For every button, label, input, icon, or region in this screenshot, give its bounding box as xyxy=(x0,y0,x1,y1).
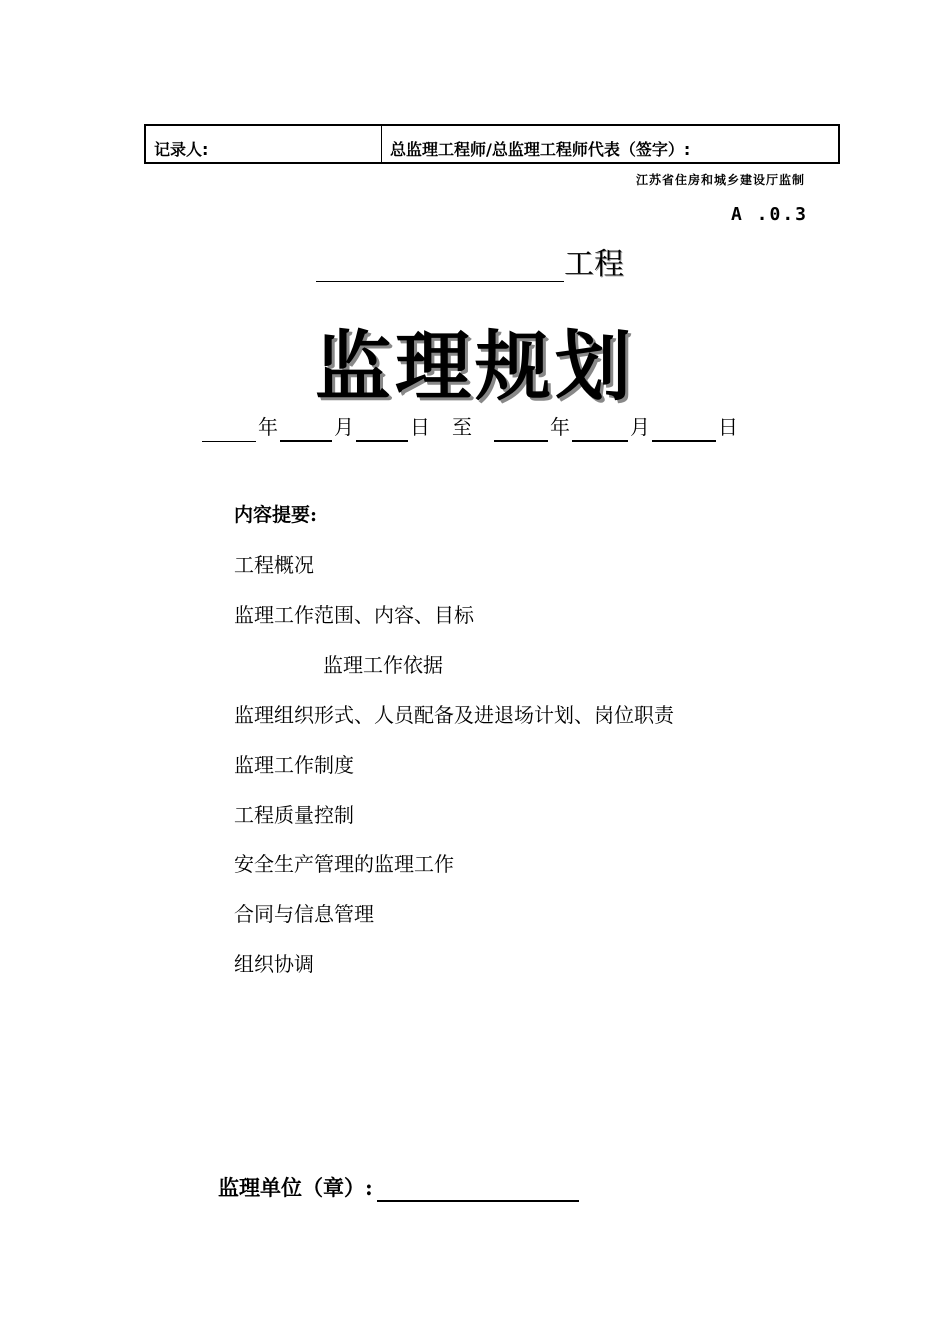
end-day-blank[interactable] xyxy=(652,416,716,442)
supervision-unit-line xyxy=(218,1172,579,1202)
end-month-blank[interactable] xyxy=(572,416,628,442)
end-year-blank[interactable] xyxy=(494,416,548,442)
project-name-line xyxy=(316,248,624,282)
signature-table xyxy=(144,124,840,164)
chief-engineer-label: 总监理工程师/总监理工程师代表（签字）: xyxy=(390,140,691,159)
date-range xyxy=(202,412,740,442)
contents-item: 安全生产管理的监理工作 xyxy=(234,852,454,876)
contents-item: 监理组织形式、人员配备及进退场计划、岗位职责 xyxy=(234,703,674,727)
supervision-unit-blank[interactable] xyxy=(377,1176,579,1202)
contents-item: 监理工作制度 xyxy=(234,753,354,777)
contents-item: 工程概况 xyxy=(234,553,314,577)
issuer-text: 江苏省住房和城乡建设厅监制 xyxy=(635,173,805,187)
to-label: 至 xyxy=(452,415,472,439)
contents-item: 合同与信息管理 xyxy=(234,902,374,926)
start-day-blank[interactable] xyxy=(356,416,408,442)
start-month-blank[interactable] xyxy=(280,416,332,442)
supervision-unit-label: 监理单位（章）: xyxy=(218,1175,373,1200)
contents-heading: 内容提要: xyxy=(234,504,318,526)
start-year-blank[interactable] xyxy=(202,417,256,442)
contents-item: 监理工作范围、内容、目标 xyxy=(234,603,474,627)
project-name-blank[interactable] xyxy=(316,249,564,282)
chief-engineer-cell xyxy=(382,126,838,162)
start-month-label: 月 xyxy=(334,415,354,439)
start-year-label: 年 xyxy=(258,415,278,439)
end-year-label: 年 xyxy=(550,415,570,439)
recorder-label: 记录人: xyxy=(154,140,209,159)
contents-item: 组织协调 xyxy=(234,952,314,976)
end-day-label: 日 xyxy=(718,415,738,439)
recorder-cell xyxy=(146,126,382,162)
end-month-label: 月 xyxy=(630,415,650,439)
contents-item: 监理工作依据 xyxy=(323,653,443,677)
project-label: 工程 xyxy=(564,247,624,282)
start-day-label: 日 xyxy=(410,415,430,439)
form-code: A .0.3 xyxy=(730,204,808,225)
contents-item: 工程质量控制 xyxy=(234,803,354,827)
page-title: 监理规划 xyxy=(315,322,635,411)
